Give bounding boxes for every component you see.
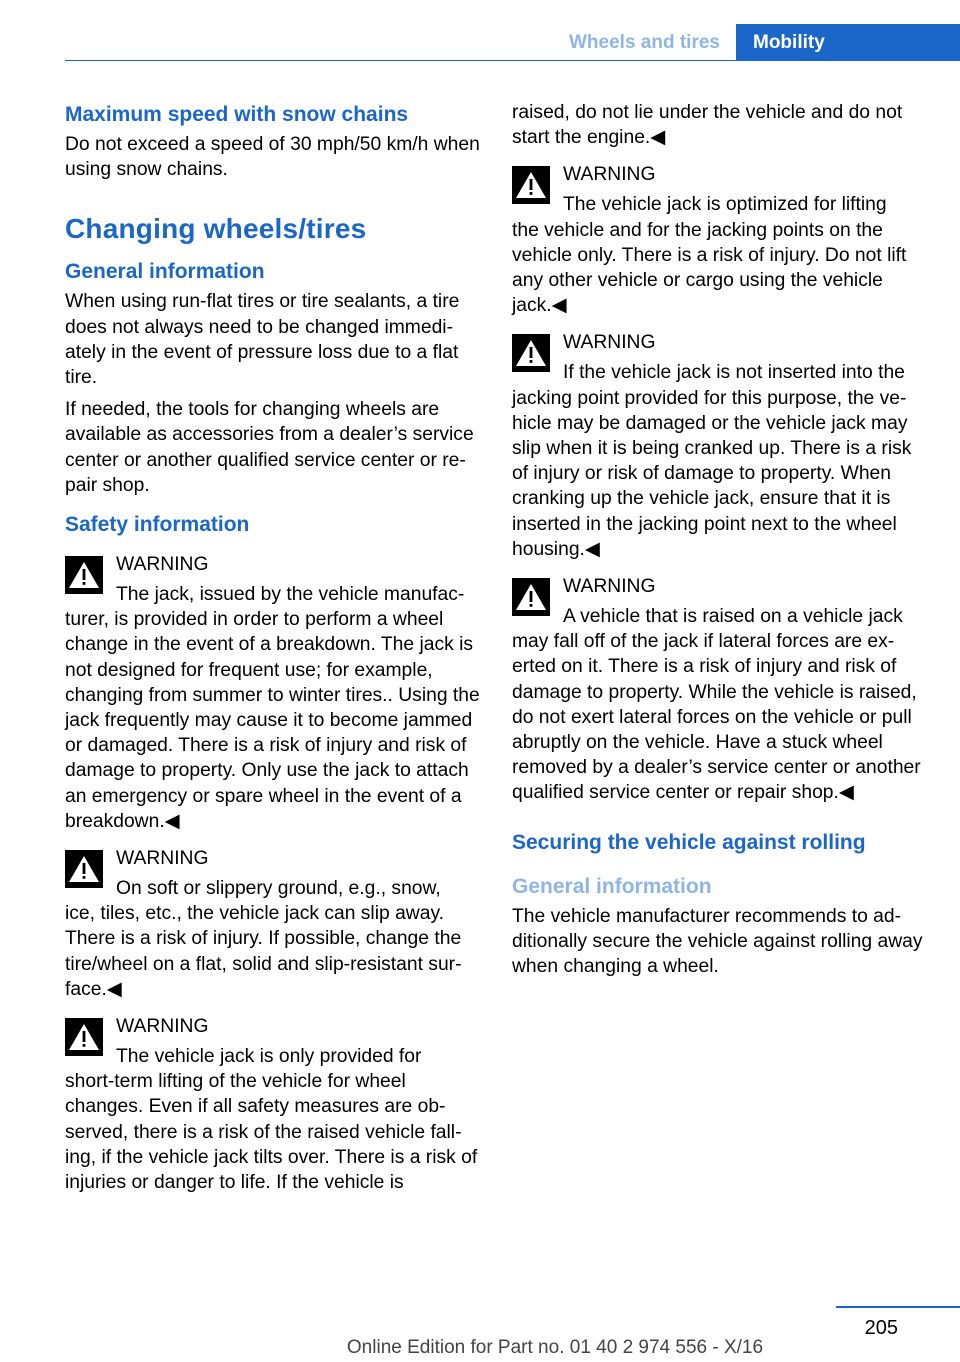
warning-text: jacking point provided for this purpose, the ve‐hicle may be damaged or the vehicle jack may slip when it is being cranked up. There is a risk of injury or risk of damage to property. When cranking up the vehicle jack, ensure that it is inserted in the jacking point next to the wheel housing.◀ [512, 387, 912, 560]
left-column [65, 100, 483, 1204]
snow-chains-heading: Maximum speed with snow chains [65, 103, 409, 126]
header-rule [65, 60, 960, 61]
warning-triangle-icon [65, 556, 103, 594]
warning-triangle-icon [65, 1018, 103, 1056]
warning-block-3 [65, 1012, 483, 1195]
snow-chains-text: Do not exceed a speed of 30 mph/50 km/h when using snow chains. [65, 134, 480, 181]
warning-text-first-line: The jack, issued by the vehicle manufac‐ [116, 584, 465, 606]
warning-text-first-line: The vehicle jack is optimized for lifting [563, 194, 887, 216]
changing-wheels-heading: Changing wheels/tires [65, 213, 367, 245]
warning-block-5 [512, 328, 932, 562]
warning-label: WARNING [563, 332, 656, 354]
right-column [512, 100, 932, 986]
safety-information-heading: Safety information [65, 513, 250, 537]
footer-rule [836, 1306, 960, 1308]
warning-block-4 [512, 160, 932, 318]
securing-vehicle-heading: Securing the vehicle against rolling [512, 830, 866, 854]
general-information-p2: If needed, the tools for changing wheels are available as accessories from a dealer’s service center or another qualified service center or re‐pair shop. [65, 399, 474, 496]
warning-text: turer, is provided in order to perform a wheel change in the event of a breakdown. The jack is not designed for frequent use; for example, changing from summer to winter tires.. Using the jack frequently may cause it to become jammed or damaged. There is a risk of injury and risk of damage to property. Only use the jack to attach an emergency or spare wheel in the event of a breakdown.◀ [65, 609, 480, 832]
warning-label: WARNING [116, 554, 209, 576]
rolling-general-information-text: The vehicle manufacturer recommends to ad‐ditionally secure the vehicle against rolling away when changing a wheel. [512, 905, 923, 978]
warning-block-6 [512, 572, 932, 806]
warning-text: short-term lifting of the vehicle for wheel changes. Even if all safety measures are ob‐served, there is a risk of the raised vehicle fall‐ing, if the vehicle jack tilts over. There is a risk of injuries or danger to life. If the vehicle is [65, 1071, 478, 1194]
warning-triangle-icon [512, 578, 550, 616]
warning-text: ice, tiles, etc., the vehicle jack can slip away. There is a risk of injury. If possible, change the tire/wheel on a flat, solid and slip-resistant sur‐face.◀ [65, 903, 462, 1000]
warning-text-first-line: On soft or slippery ground, e.g., snow, [116, 878, 441, 900]
warning-block-1 [65, 550, 483, 834]
warning-triangle-icon [512, 166, 550, 204]
general-information-heading: General information [65, 260, 265, 284]
warning-triangle-icon [512, 334, 550, 372]
warning-text: the vehicle and for the jacking points on the vehicle only. There is a risk of injury. Do not lift any other vehicle or cargo using the vehicle jack.◀ [512, 219, 907, 317]
page-number: 205 [864, 1317, 898, 1339]
header-chapter-tab: Mobility [736, 24, 960, 61]
edition-footer: Online Edition for Part no. 01 40 2 974 556 - X/16 [346, 1337, 764, 1358]
warning-text: may fall off of the jack if lateral forces are ex‐erted on it. There is a risk of injury and risk of damage to property. While the vehicle is raised, do not exert lateral forces on the vehicle or pull abruptly on the vehicle. Have a stuck wheel removed by a dealer’s service center or another qualified service center or repair shop.◀ [512, 631, 921, 804]
warning-text-first-line: The vehicle jack is only provided for [116, 1046, 422, 1068]
warning-text-first-line: A vehicle that is raised on a vehicle jack [563, 606, 903, 628]
continued-text: raised, do not lie under the vehicle and do not start the engine.◀ [512, 102, 903, 149]
warning-label: WARNING [563, 164, 656, 186]
warning-text-first-line: If the vehicle jack is not inserted into the [563, 362, 905, 384]
header-section-tab: Wheels and tires [569, 32, 720, 53]
warning-block-2 [65, 844, 483, 1002]
rolling-general-information-heading: General information [512, 874, 712, 898]
general-information-p1: When using run-flat tires or tire sealants, a tire does not always need to be changed immedi‐ately in the event of pressure loss due to a flat tire. [65, 291, 460, 389]
warning-label: WARNING [116, 1016, 209, 1038]
warning-triangle-icon [65, 850, 103, 888]
warning-label: WARNING [116, 848, 209, 870]
warning-label: WARNING [563, 576, 656, 598]
